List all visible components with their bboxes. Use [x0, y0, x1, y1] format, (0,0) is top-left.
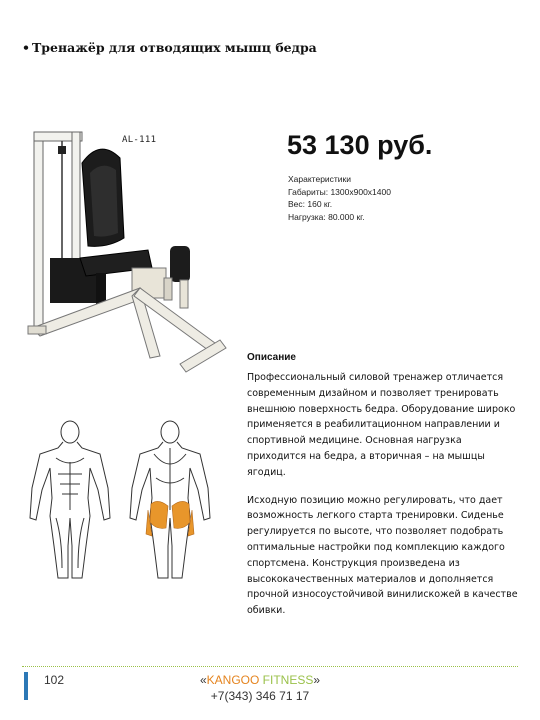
spec-weight: Вес: 160 кг. [288, 199, 333, 209]
model-code: AL-111 [122, 135, 157, 145]
specs-block [288, 173, 391, 223]
description-heading: Описание [247, 352, 296, 363]
title-text: Тренажёр для отводящих мышц бедра [32, 40, 317, 55]
spec-dimensions: Габариты: 1300х900х1400 [288, 186, 391, 197]
description-paragraph: Исходную позицию можно регулировать, что дает возможность легкого старта тренировки. Сиденье регулируется по высоте, что позволяет подобрать оптимальные настройки под комплекцию каждого спортсмена. Конструкция произведена из высококачественных материалов и дополняется прочной износоустойчивой винилискожей в качестве обивки. [247, 494, 518, 617]
price: 53 130 руб. [287, 130, 433, 160]
page-number-bar [24, 672, 28, 700]
phone-number: +7(343) 346 71 17 [210, 689, 310, 703]
muscle-anatomy-image [28, 418, 214, 583]
page-number: 102 [44, 673, 65, 687]
footer-divider [22, 666, 518, 667]
spec-load: Нагрузка: 80.000 кг. [288, 211, 365, 222]
brand-name [160, 673, 360, 687]
description-paragraph: Профессиональный силовой тренажер отличается современным дизайном и позволяет тренировать внешнюю поверхность бедра. Оборудование широко применяется в реабилитационном направлении и спортивной медицине. Основная нагрузка приходится на бедра, а вторичная – на мышцы ягодиц. [247, 372, 516, 478]
description-body [247, 370, 519, 631]
brand-quote-open: « [199, 673, 207, 687]
brand-kangoo: KANGOO [206, 673, 260, 687]
title-bullet: • [22, 40, 30, 55]
abductor-machine-image [20, 118, 250, 398]
brand-quote-close: » [313, 673, 321, 687]
specs-heading: Характеристики [288, 174, 352, 184]
page-title [22, 40, 317, 55]
brand-fitness: FITNESS [259, 673, 314, 687]
